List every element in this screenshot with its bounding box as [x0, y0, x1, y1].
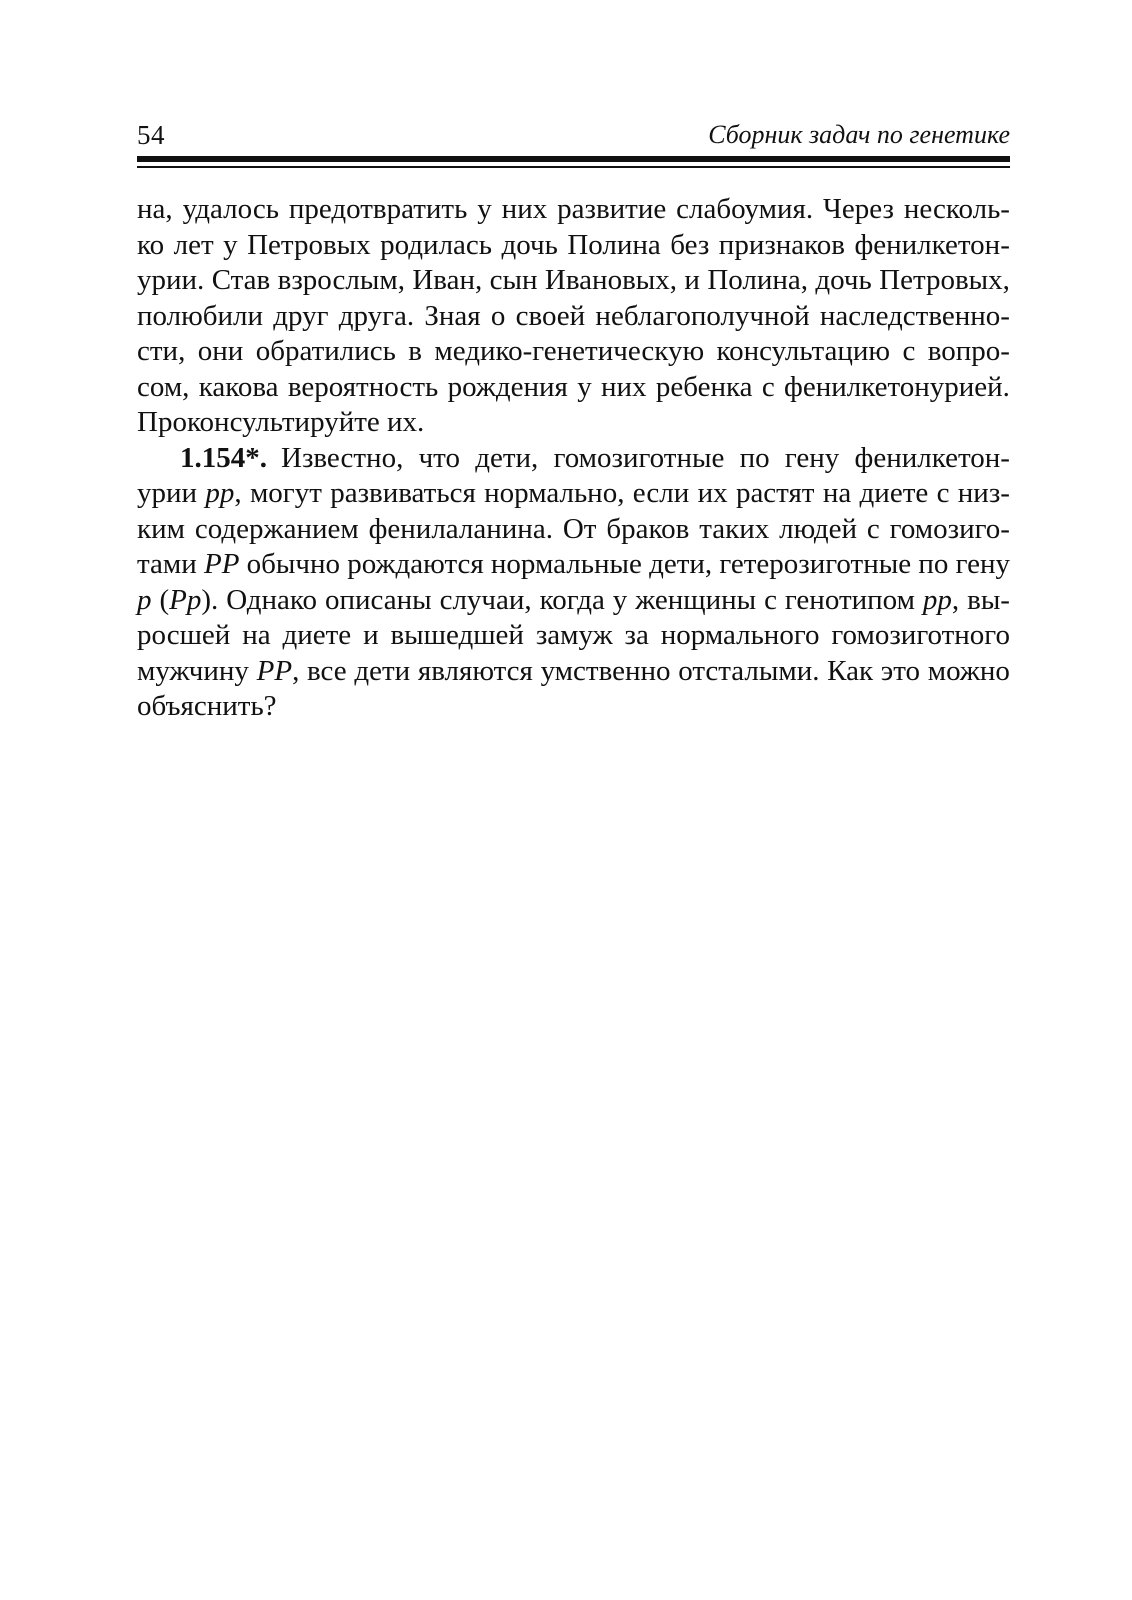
- word: вышедшей: [390, 619, 524, 651]
- text-line: Проконсультируйте их.: [137, 406, 425, 438]
- word: Известно,: [281, 441, 404, 474]
- word: гомозиго-: [889, 512, 1010, 545]
- word: ребенка: [655, 370, 753, 403]
- word: взрослым,: [277, 264, 405, 296]
- problem-1-154: [137, 441, 1010, 725]
- word: Став: [211, 264, 271, 296]
- word: низ-: [957, 477, 1010, 509]
- word: рождения: [447, 370, 568, 403]
- word: PP,: [256, 654, 300, 687]
- word: Полина,: [707, 264, 809, 296]
- word: когда: [539, 583, 605, 616]
- word: (Pp).: [159, 583, 219, 616]
- word: диете: [859, 477, 929, 509]
- word: гомозиготные: [553, 441, 725, 474]
- word: ко: [137, 228, 165, 261]
- word: замуж: [535, 619, 613, 651]
- word: нормальные: [490, 548, 642, 580]
- word: за: [624, 619, 649, 651]
- word: удалось: [182, 193, 279, 225]
- word: можно: [927, 654, 1010, 687]
- word: дочь: [815, 264, 872, 296]
- word: Петровых,: [879, 264, 1010, 296]
- header-rule-thick: [137, 156, 1010, 162]
- word: рождаются: [347, 548, 484, 580]
- word: у: [612, 583, 628, 616]
- word: дети,: [649, 548, 713, 580]
- word: на: [242, 619, 271, 651]
- word: описаны: [325, 583, 432, 616]
- word: них: [501, 193, 548, 225]
- word: на: [822, 477, 852, 509]
- word: pp,: [922, 583, 960, 616]
- text-line: [137, 334, 1010, 370]
- word: случаи,: [439, 583, 532, 616]
- word: нормального: [660, 619, 820, 651]
- word: Ивановых,: [544, 264, 677, 296]
- text-line: [137, 299, 1010, 335]
- word: у: [577, 370, 592, 403]
- word: фенилкетонурией.: [784, 370, 1010, 403]
- word: дочь: [501, 228, 558, 261]
- page-number: 54: [137, 120, 165, 150]
- word: это: [880, 654, 921, 687]
- word: сын: [489, 264, 538, 296]
- word: признаков: [718, 228, 845, 261]
- header-rule-thin: [137, 166, 1010, 168]
- word: диете: [282, 619, 352, 651]
- word: о: [490, 299, 506, 332]
- word: неблагополучной: [595, 299, 810, 332]
- text-line: [137, 618, 1010, 654]
- word: гену: [784, 441, 840, 474]
- word: фенилаланина.: [368, 512, 553, 545]
- word: фенилкетон-: [854, 441, 1010, 474]
- word: урии: [137, 477, 198, 509]
- word: все: [307, 654, 347, 687]
- problem-first-line: [137, 441, 1010, 477]
- word: PP: [204, 548, 240, 580]
- word: предотвратить: [288, 193, 468, 225]
- word: с: [761, 370, 775, 403]
- word: слабоумия.: [676, 193, 814, 225]
- word: являются: [417, 654, 533, 687]
- word: что: [418, 441, 460, 474]
- word: своей: [515, 299, 586, 332]
- word: сти,: [137, 335, 186, 367]
- word: Как: [827, 654, 874, 687]
- word: с: [902, 335, 916, 367]
- text-line: [137, 192, 1010, 228]
- word: вопро-: [927, 335, 1010, 367]
- word: и: [363, 619, 379, 651]
- word: содержанием: [194, 512, 359, 545]
- word: женщины: [635, 583, 757, 616]
- word: тами: [137, 548, 197, 580]
- word: развиваться: [330, 477, 476, 509]
- word: них: [601, 370, 647, 403]
- word: отсталыми.: [678, 654, 820, 687]
- word: таких: [699, 512, 770, 545]
- word: родилась: [380, 228, 493, 261]
- word: От: [562, 512, 597, 545]
- word: урии.: [137, 264, 205, 296]
- word: гетерозиготные: [719, 548, 912, 580]
- word: с: [866, 512, 880, 545]
- problem-number: 1.154*.: [180, 441, 267, 474]
- word: сом,: [137, 370, 190, 403]
- word: pp,: [205, 477, 242, 509]
- text-line: [137, 228, 1010, 264]
- word: гену: [955, 548, 1010, 580]
- word: генотипом: [784, 583, 915, 616]
- word: их: [697, 477, 728, 509]
- page-header: [137, 112, 1010, 162]
- word: Иван,: [412, 264, 483, 296]
- word: с: [936, 477, 950, 509]
- word: полюбили: [137, 299, 264, 332]
- text-line: [137, 547, 1010, 583]
- running-title: Сборник задач по генетике: [708, 120, 1010, 149]
- text-line: [137, 512, 1010, 548]
- word: браков: [606, 512, 690, 545]
- word: они: [197, 335, 244, 367]
- word: обратились: [255, 335, 396, 367]
- word: наследственно-: [819, 299, 1010, 332]
- word: у: [223, 228, 238, 261]
- word: по: [739, 441, 770, 474]
- word: у: [477, 193, 492, 225]
- word: по: [918, 548, 949, 580]
- word: в: [408, 335, 422, 367]
- word: без: [670, 228, 710, 261]
- word: вероятность: [287, 370, 439, 403]
- word: медико-генетическую: [434, 335, 705, 367]
- word: Однако: [226, 583, 318, 616]
- word: умственно: [540, 654, 671, 687]
- word: какова: [198, 370, 279, 403]
- text-line: объяснить?: [137, 690, 277, 722]
- text-line: [137, 654, 1010, 690]
- text-line: [137, 476, 1010, 512]
- word: обычно: [246, 548, 340, 580]
- word: на,: [137, 193, 173, 225]
- word: мужчину: [137, 654, 249, 687]
- word: с: [764, 583, 777, 616]
- word: вы-: [967, 583, 1010, 616]
- text-line: [137, 370, 1010, 406]
- word: росшей: [137, 619, 231, 651]
- word: и: [684, 264, 700, 296]
- text-line: [137, 583, 1010, 619]
- word: p: [137, 583, 152, 616]
- word: друг: [273, 299, 329, 332]
- text-line: [137, 263, 1010, 299]
- word: несколь-: [903, 193, 1010, 225]
- word: дети: [354, 654, 411, 687]
- word: если: [632, 477, 690, 509]
- word: дети,: [475, 441, 539, 474]
- paragraph-continued: [137, 192, 1010, 441]
- word: друга.: [338, 299, 415, 332]
- word: развитие: [557, 193, 667, 225]
- word: Через: [823, 193, 894, 225]
- word: ким: [137, 512, 185, 545]
- word: фенилкетон-: [854, 228, 1010, 261]
- word: лет: [173, 228, 214, 261]
- word: Полина: [567, 228, 661, 261]
- word: нормально,: [484, 477, 625, 509]
- word: консультацию: [716, 335, 891, 367]
- word: гомозиготного: [831, 619, 1010, 651]
- word: Зная: [424, 299, 481, 332]
- word: людей: [779, 512, 857, 545]
- body-text: [137, 192, 1010, 725]
- word: растят: [735, 477, 815, 509]
- word: могут: [249, 477, 322, 509]
- word: Петровых: [247, 228, 371, 261]
- problem-first-line-text: [281, 441, 1010, 477]
